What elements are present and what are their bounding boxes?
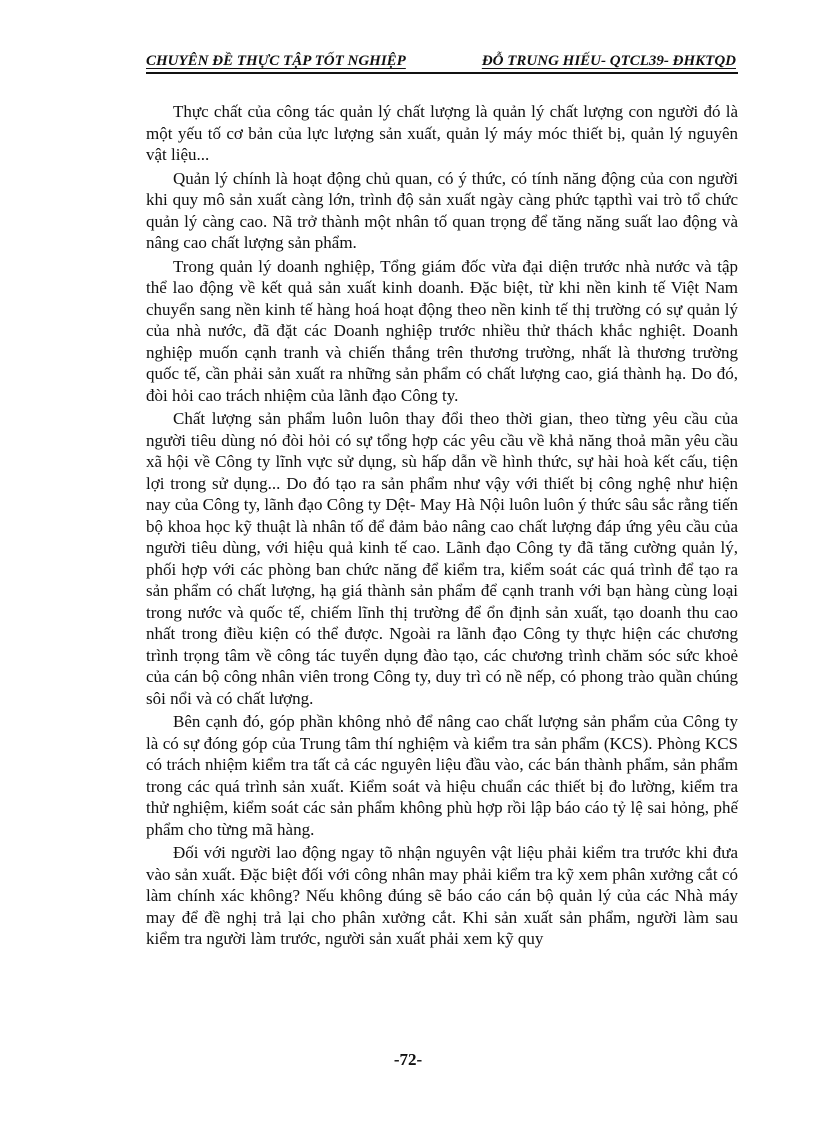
header-rule: [146, 72, 738, 74]
paragraph: Quản lý chính là hoạt động chủ quan, có ý thức, có tính năng động của con người khi quy mô sản xuất càng lớn, trình độ sản xuất ngày càng phức tạpthì vai trò tổ chức quản lý càng cao. Nã trở thành một nhân tố quan trọng để tăng năng suất lao động và nâng cao chất lượng sản phẩm.: [146, 168, 738, 252]
paragraph: Trong quản lý doanh nghiệp, Tổng giám đốc vừa đại diện trước nhà nước và tập thể lao động về kết quả sản xuất kinh doanh. Đặc biệt, từ khi nền kinh tế Việt Nam chuyển sang nền kinh tế hàng hoá hoạt động theo nền kinh tế thị trường có sự quản lý của nhà nước, đã đặt các Doanh nghiệp trước nhiều thử thách khắc nghiệt. Doanh nghiệp muốn cạnh tranh và chiến thắng trên thương trường, nhất là thương trường quốc tế, cần phải sản xuất ra những sản phẩm có chất lượng cao, giá thành hạ. Do đó, đòi hỏi cao trách nhiệm của lãnh đạo Công ty.: [146, 256, 738, 405]
body-text: [146, 101, 738, 952]
paragraph: Chất lượng sản phẩm luôn luôn thay đổi theo thời gian, theo từng yêu cầu của người tiêu dùng nó đòi hỏi có sự tổng hợp các yêu cầu về khả năng thoả mãn yêu cầu xã hội về Công ty lĩnh vực sử dụng, sù hấp dẫn về hình thức, sự hài hoà kết cấu, tiện lợi trong sử dụng... Do đó tạo ra sản phẩm như vậy với thiết bị công nghệ như hiện nay của Công ty, lãnh đạo Công ty Dệt- May Hà Nội luôn luôn ý thức sâu sắc rằng tiến bộ khoa học kỹ thuật là nhân tố để đảm bảo nâng cao chất lượng đáp ứng yêu cầu của người tiêu dùng, với hiệu quả kinh tế cao. Lãnh đạo Công ty đã tăng cường quản lý, phối hợp với các phòng ban chức năng để kiểm tra, kiểm soát các quá trình để tạo ra sản phẩm có chất lượng, hạ giá thành sản phẩm để cạnh tranh với bạn hàng cùng loại trong nước và quốc tế, chiếm lĩnh thị trường để ổn định sản xuất, tạo doanh thu cao nhất trong điều kiện có thể được. Ngoài ra lãnh đạo Công ty thực hiện các chương trình trọng tâm về công tác tuyển dụng đào tạo, các chương trình chăm sóc sức khoẻ của cán bộ công nhân viên trong Công ty, duy trì có nề nếp, có phong trào quần chúng sôi nổi và có chất lượng.: [146, 409, 738, 708]
paragraph: Bên cạnh đó, góp phần không nhỏ để nâng cao chất lượng sản phẩm của Công ty là có sự đóng góp của Trung tâm thí nghiệm và kiểm tra sản phẩm (KCS). Phòng KCS có trách nhiệm kiểm tra tất cả các nguyên liệu đầu vào, các bán thành phẩm, sản phẩm trong các quá trình sản xuất. Kiểm soát và hiệu chuẩn các thiết bị đo lường, kiểm tra thử nghiệm, kiểm soát các sản phẩm không phù hợp rồi lập báo cáo tỷ lệ sai hỏng, phế phẩm cho từng mã hàng.: [146, 712, 738, 839]
header-title: CHUYÊN ĐỀ THỰC TẬP TỐT NGHIỆP: [146, 53, 406, 69]
paragraph: Thực chất của công tác quản lý chất lượng là quản lý chất lượng con người đó là một yếu tố cơ bản của lực lượng sản xuất, quản lý máy móc thiết bị, quản lý nguyên vật liệu...: [146, 102, 738, 164]
paragraph: Đối với người lao động ngay tõ nhận nguyên vật liệu phải kiểm tra trước khi đưa vào sản xuất. Đặc biệt đối với công nhân may phải kiểm tra kỹ xem phân xưởng cắt có làm chính xác không? Nếu không đúng sẽ báo cáo cán bộ quản lý của các Nhà máy may để đề nghị trả lại cho phân xưởng cắt. Khi sản xuất sản phẩm, người làm sau kiểm tra người làm trước, người sản xuất phải xem kỹ quy: [146, 843, 738, 948]
header-author: ĐỖ TRUNG HIẾU- QTCL39- ĐHKTQD: [481, 53, 736, 69]
page-number: -72-: [393, 1050, 423, 1069]
page-header: [146, 51, 740, 73]
